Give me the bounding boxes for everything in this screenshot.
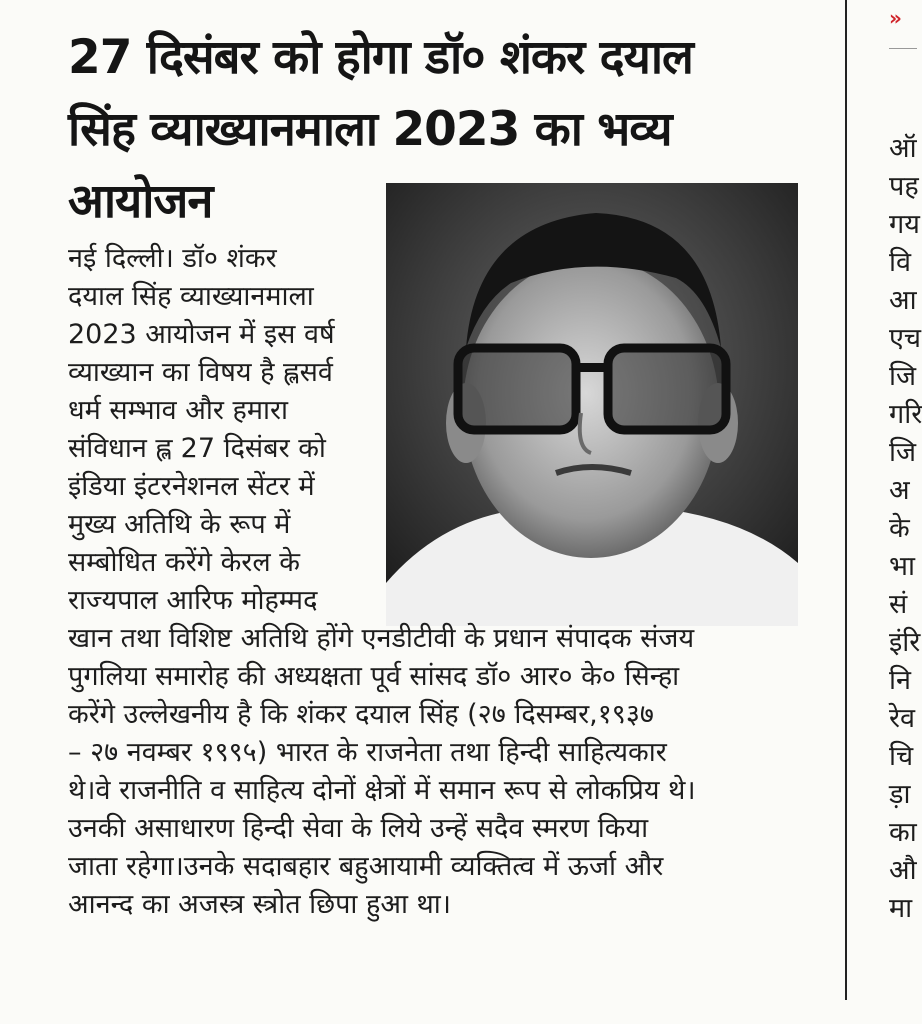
more-arrow-icon[interactable]: »: [889, 6, 902, 30]
column-fragment: जि: [889, 361, 917, 392]
article-body: [68, 240, 788, 924]
column-fragment: ऑ: [889, 133, 917, 164]
body-line: व्याख्यान का विषय है ह्लसर्व: [68, 357, 333, 388]
column-fragment: एच: [889, 323, 922, 354]
headline-line: 27 दिसंबर को होगा डॉ० शंकर दयाल: [68, 30, 693, 85]
body-line: सम्बोधित करेंगे केरल के: [68, 547, 300, 578]
column-fragment: पह: [889, 171, 919, 202]
body-line: खान तथा विशिष्ट अतिथि होंगे एनडीटीवी के प्रधान संपादक संजय: [68, 623, 695, 654]
column-fragment: वि: [889, 247, 912, 278]
body-line: संविधान ह्ल 27 दिसंबर को: [68, 433, 326, 464]
column-fragment: गय: [889, 209, 920, 240]
body-line: करेंगे उल्लेखनीय है कि शंकर दयाल सिंह (२७ दिसम्बर,१९३७: [68, 699, 654, 730]
body-line: जाता रहेगा।उनके सदाबहार बहुआयामी व्यक्तित्व में ऊर्जा और: [68, 851, 664, 882]
body-line: धर्म सम्भाव और हमारा: [68, 395, 289, 426]
body-line: पुगलिया समारोह की अध्यक्षता पूर्व सांसद डॉ० आर० के० सिन्हा: [68, 661, 680, 692]
column-rule: [889, 48, 917, 49]
column-fragment: आ: [889, 285, 917, 316]
body-line: 2023 आयोजन में इस वर्ष: [68, 319, 335, 350]
adjacent-column: [847, 0, 922, 1024]
body-line: इंडिया इंटरनेशनल सेंटर में: [68, 471, 315, 502]
column-fragment: के: [889, 513, 910, 544]
body-line: – २७ नवम्बर १९९५) भारत के राजनेता तथा हिन्दी साहित्यकार: [68, 737, 667, 768]
column-fragment: भा: [889, 551, 915, 582]
column-fragment: औ: [889, 855, 917, 886]
body-line: आनन्द का अजस्त्र स्त्रोत छिपा हुआ था।: [68, 889, 452, 920]
column-fragment: इंरि: [889, 627, 921, 658]
body-line: नई दिल्ली। डॉ० शंकर: [68, 243, 277, 274]
column-fragment: चि: [889, 741, 914, 772]
body-line: दयाल सिंह व्याख्यानमाला: [68, 281, 314, 312]
column-fragment: नि: [889, 665, 911, 696]
headline-line: सिंह व्याख्यानमाला 2023 का भव्य: [68, 102, 672, 157]
headline-line: आयोजन: [68, 174, 213, 229]
column-fragment: अ: [889, 475, 910, 506]
column-fragment: सं: [889, 589, 908, 620]
column-fragment: मा: [889, 893, 913, 924]
column-fragment: ड़ा: [889, 779, 911, 810]
body-line: उनकी असाधारण हिन्दी सेवा के लिये उन्हें सदैव स्मरण किया: [68, 813, 649, 844]
column-fragment: जि: [889, 437, 917, 468]
column-fragment: का: [889, 817, 917, 848]
body-line: मुख्य अतिथि के रूप में: [68, 509, 291, 540]
column-fragment: रेव: [889, 703, 916, 734]
body-line: थे।वे राजनीति व साहित्य दोनों क्षेत्रों में समान रूप से लोकप्रिय थे।: [68, 775, 696, 806]
body-line: राज्यपाल आरिफ मोहम्मद: [68, 585, 318, 616]
column-fragment: गरि: [889, 399, 922, 430]
